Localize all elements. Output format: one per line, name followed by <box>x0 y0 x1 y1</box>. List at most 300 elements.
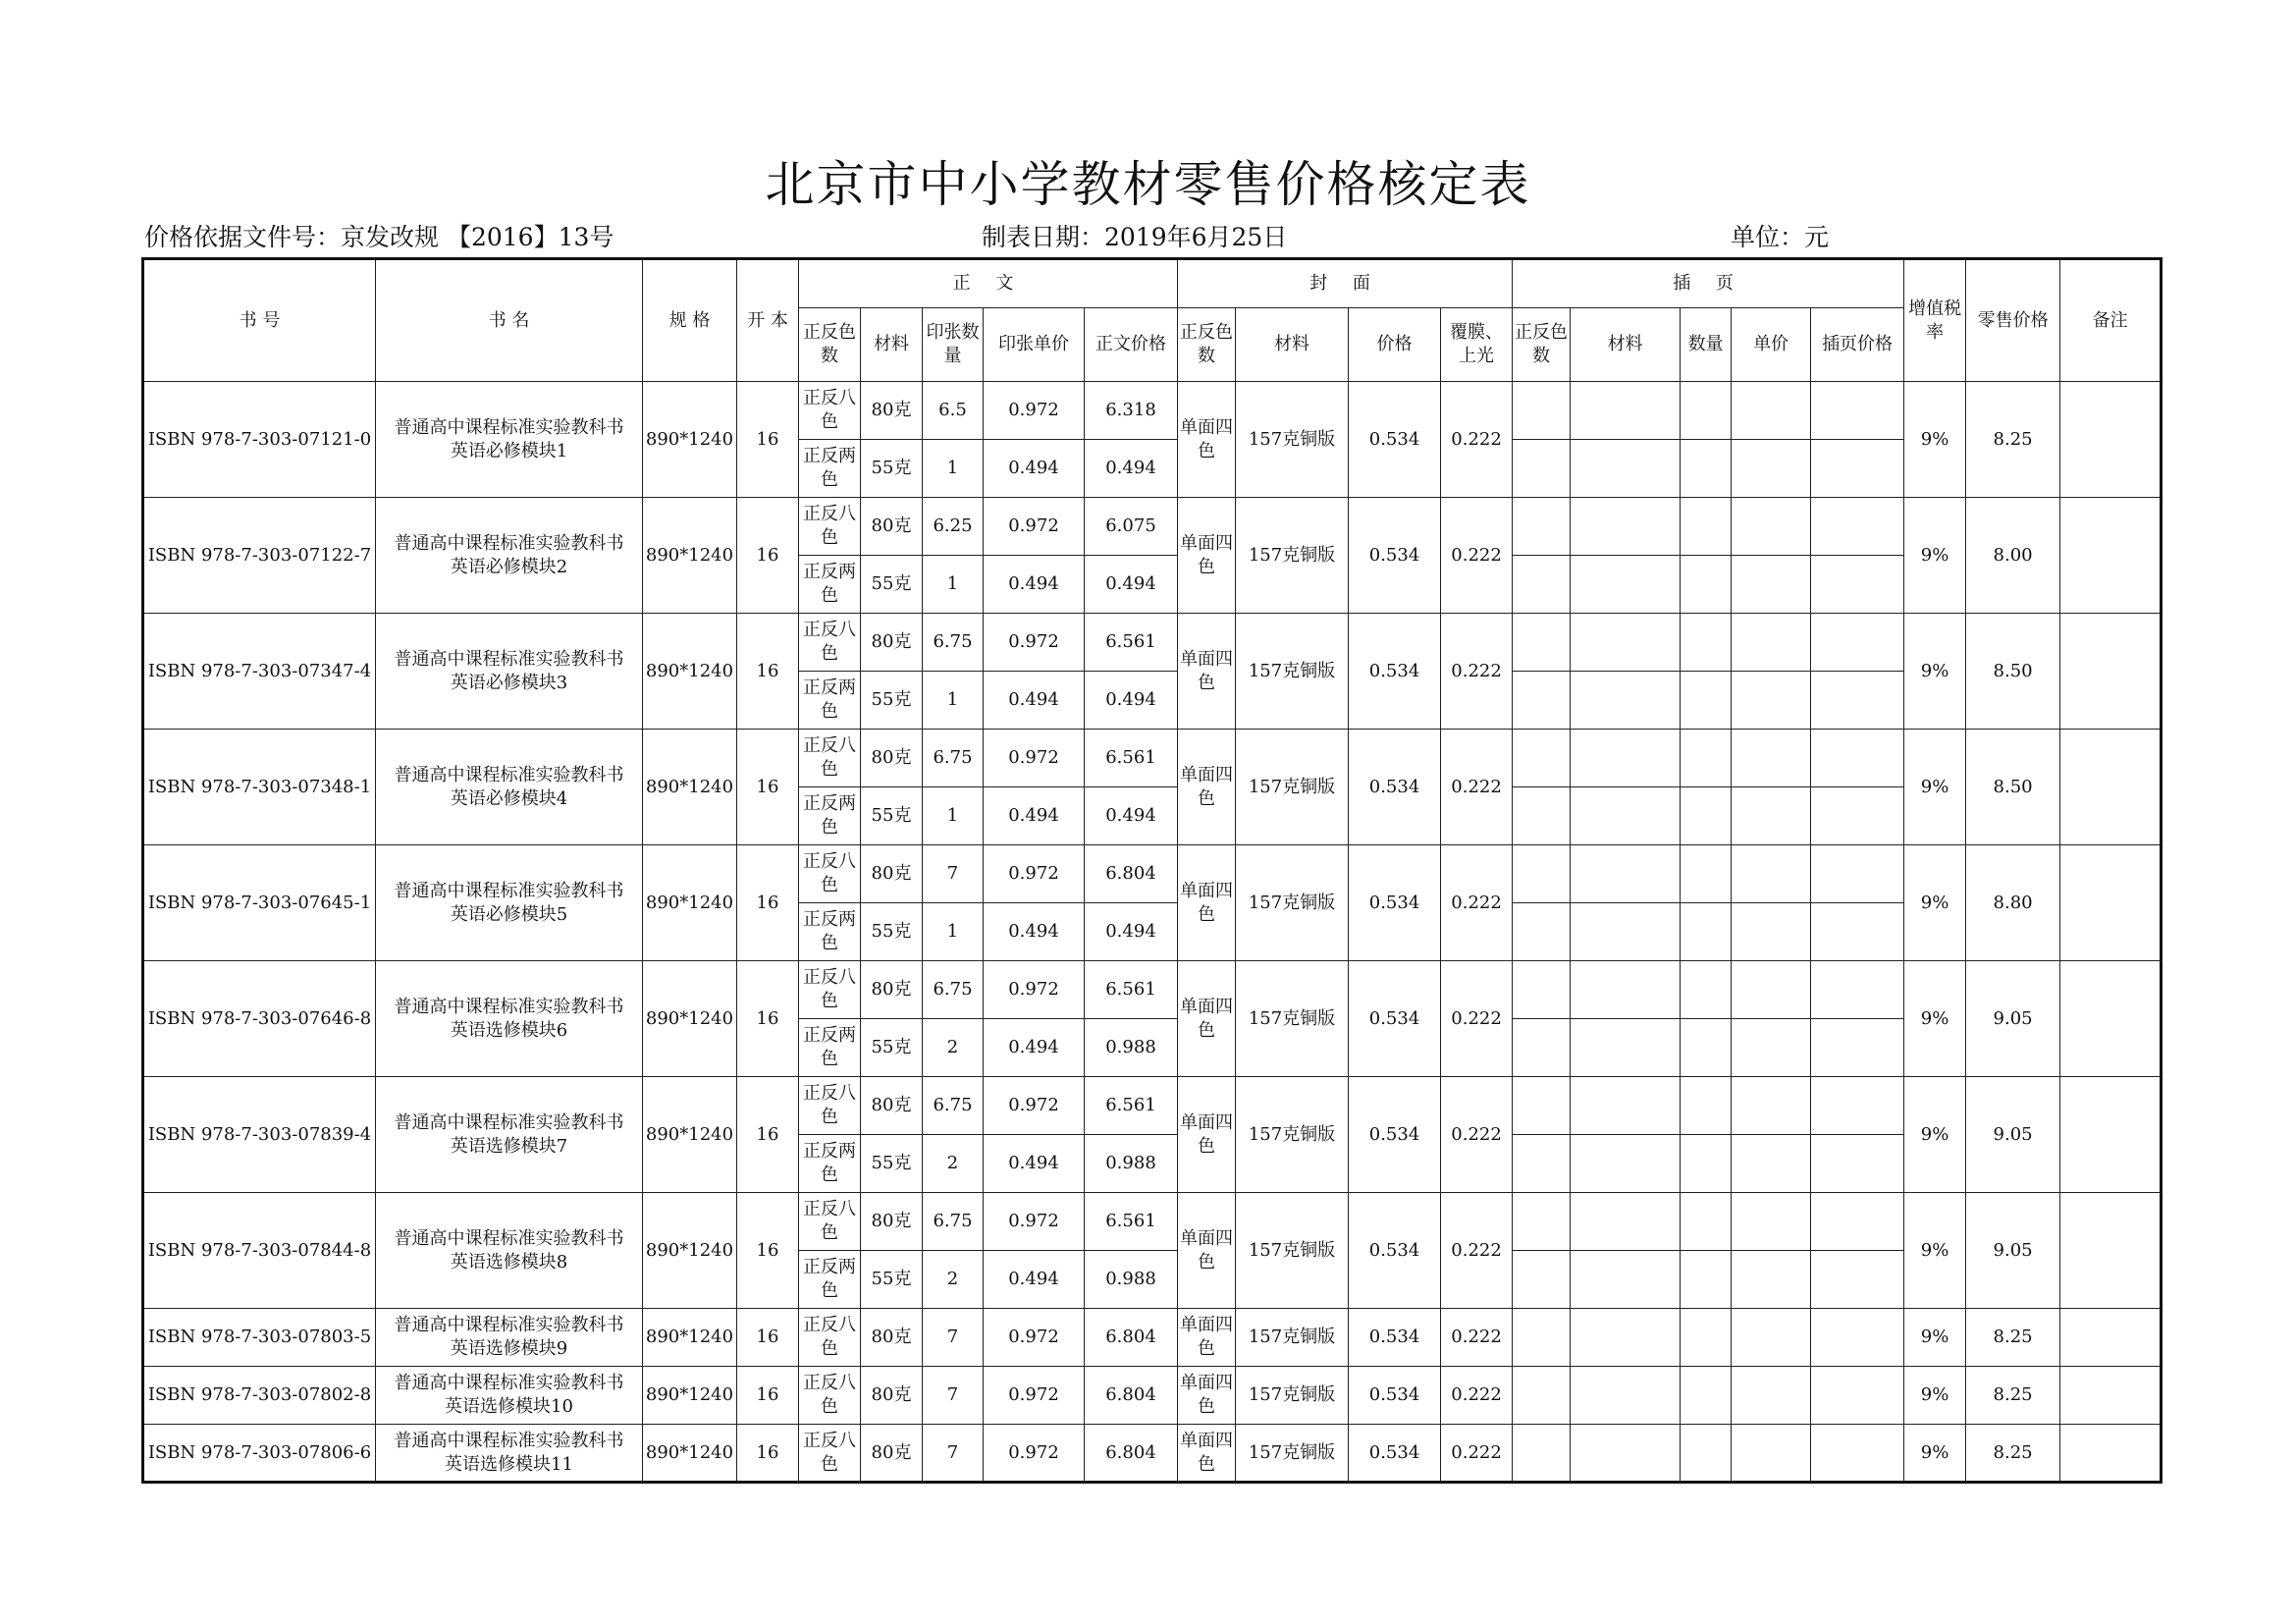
insert-empty-cell <box>1811 498 1904 556</box>
body-material-cell: 80克 <box>861 1367 923 1425</box>
book-name-line1: 普通高中课程标准实验教科书 <box>394 648 624 670</box>
vat-cell: 9% <box>1904 498 1966 614</box>
insert-empty-cell <box>1513 845 1571 903</box>
isbn-cell: ISBN 978-7-303-07122-7 <box>143 498 376 614</box>
book-name-cell <box>376 1425 643 1483</box>
book-name-line2: 英语选修模块7 <box>450 1135 568 1157</box>
insert-empty-cell <box>1811 382 1904 440</box>
insert-empty-cell <box>1811 1425 1904 1483</box>
col-cover-color: 正反色数 <box>1178 308 1236 382</box>
book-name-line1: 普通高中课程标准实验教科书 <box>394 1111 624 1133</box>
body-material-cell: 80克 <box>861 1425 923 1483</box>
body-price-cell: 6.318 <box>1085 382 1178 440</box>
spec-cell: 890*1240 <box>643 961 737 1077</box>
body-sheet-price-cell: 0.494 <box>984 672 1085 730</box>
col-insert-material: 材料 <box>1571 308 1681 382</box>
cover-material-cell: 157克铜版 <box>1236 1193 1349 1309</box>
body-sheets-cell: 6.25 <box>923 498 984 556</box>
cover-film-cell: 0.222 <box>1441 382 1513 498</box>
body-sheets-cell: 7 <box>923 1367 984 1425</box>
insert-empty-cell <box>1732 556 1811 614</box>
isbn-cell: ISBN 978-7-303-07802-8 <box>143 1367 376 1425</box>
isbn-cell: ISBN 978-7-303-07121-0 <box>143 382 376 498</box>
body-material-cell: 80克 <box>861 1309 923 1367</box>
col-insert-qty: 数量 <box>1681 308 1732 382</box>
book-name-line2: 英语选修模块10 <box>445 1396 573 1417</box>
body-sheet-price-cell: 0.972 <box>984 961 1085 1019</box>
cover-color-cell: 单面四色 <box>1178 1193 1236 1309</box>
vat-cell: 9% <box>1904 382 1966 498</box>
body-sheet-price-cell: 0.494 <box>984 903 1085 961</box>
cover-price-cell: 0.534 <box>1349 961 1441 1077</box>
group-cover: 封 面 <box>1178 259 1513 308</box>
currency-unit: 单位：元 <box>1731 223 1830 251</box>
body-price-cell: 0.988 <box>1085 1135 1178 1193</box>
retail-price-cell: 8.80 <box>1966 845 2060 961</box>
insert-empty-cell <box>1571 1077 1681 1135</box>
group-body: 正 文 <box>799 259 1178 308</box>
col-insert-unit-price: 单价 <box>1732 308 1811 382</box>
body-price-cell: 6.804 <box>1085 1309 1178 1367</box>
book-name-line1: 普通高中课程标准实验教科书 <box>394 764 624 785</box>
spec-cell: 890*1240 <box>643 845 737 961</box>
body-sheet-price-cell: 0.494 <box>984 440 1085 498</box>
insert-empty-cell <box>1513 903 1571 961</box>
insert-empty-cell <box>1732 1251 1811 1309</box>
insert-empty-cell <box>1513 1019 1571 1077</box>
insert-empty-cell <box>1571 498 1681 556</box>
insert-empty-cell <box>1681 730 1732 787</box>
cover-color-cell: 单面四色 <box>1178 614 1236 730</box>
body-sheets-cell: 6.75 <box>923 614 984 672</box>
insert-empty-cell <box>1811 845 1904 903</box>
insert-empty-cell <box>1513 1425 1571 1483</box>
format-cell: 16 <box>737 845 799 961</box>
col-body-material: 材料 <box>861 308 923 382</box>
insert-empty-cell <box>1732 1135 1811 1193</box>
remarks-cell <box>2060 1309 2162 1367</box>
insert-empty-cell <box>1571 614 1681 672</box>
format-cell: 16 <box>737 614 799 730</box>
cover-price-cell: 0.534 <box>1349 1077 1441 1193</box>
book-name-line2: 英语选修模块11 <box>445 1453 573 1475</box>
col-body-sheets: 印张数量 <box>923 308 984 382</box>
table-row <box>143 1077 2162 1135</box>
body-color-cell: 正反八色 <box>799 614 861 672</box>
body-material-cell: 80克 <box>861 730 923 787</box>
body-sheet-price-cell: 0.494 <box>984 556 1085 614</box>
cover-price-cell: 0.534 <box>1349 730 1441 845</box>
isbn-cell: ISBN 978-7-303-07348-1 <box>143 730 376 845</box>
insert-empty-cell <box>1571 787 1681 845</box>
book-name-cell <box>376 961 643 1077</box>
body-material-cell: 55克 <box>861 1135 923 1193</box>
cover-film-cell: 0.222 <box>1441 730 1513 845</box>
cover-color-cell: 单面四色 <box>1178 961 1236 1077</box>
insert-empty-cell <box>1513 1135 1571 1193</box>
book-name-cell <box>376 382 643 498</box>
remarks-cell <box>2060 498 2162 614</box>
spec-cell: 890*1240 <box>643 1425 737 1483</box>
col-cover-film: 覆膜、上光 <box>1441 308 1513 382</box>
body-material-cell: 80克 <box>861 614 923 672</box>
body-sheets-cell: 6.75 <box>923 961 984 1019</box>
cover-material-cell: 157克铜版 <box>1236 730 1349 845</box>
body-sheet-price-cell: 0.972 <box>984 1077 1085 1135</box>
body-color-cell: 正反两色 <box>799 903 861 961</box>
insert-empty-cell <box>1681 1367 1732 1425</box>
book-name-line1: 普通高中课程标准实验教科书 <box>394 880 624 901</box>
body-material-cell: 55克 <box>861 440 923 498</box>
insert-empty-cell <box>1571 440 1681 498</box>
body-sheet-price-cell: 0.494 <box>984 1019 1085 1077</box>
cover-material-cell: 157克铜版 <box>1236 1077 1349 1193</box>
cover-material-cell: 157克铜版 <box>1236 961 1349 1077</box>
spec-cell: 890*1240 <box>643 730 737 845</box>
price-basis: 价格依据文件号：京发改规 【2016】13号 <box>144 223 614 251</box>
body-color-cell: 正反两色 <box>799 1251 861 1309</box>
body-color-cell: 正反八色 <box>799 382 861 440</box>
insert-empty-cell <box>1811 787 1904 845</box>
body-sheets-cell: 1 <box>923 672 984 730</box>
insert-empty-cell <box>1681 440 1732 498</box>
insert-empty-cell <box>1732 787 1811 845</box>
cover-color-cell: 单面四色 <box>1178 845 1236 961</box>
body-sheet-price-cell: 0.972 <box>984 1367 1085 1425</box>
body-sheets-cell: 1 <box>923 556 984 614</box>
insert-empty-cell <box>1811 903 1904 961</box>
insert-empty-cell <box>1681 903 1732 961</box>
insert-empty-cell <box>1681 382 1732 440</box>
body-sheets-cell: 6.75 <box>923 1077 984 1135</box>
retail-price-cell: 8.50 <box>1966 614 2060 730</box>
body-price-cell: 6.561 <box>1085 1077 1178 1135</box>
isbn-cell: ISBN 978-7-303-07844-8 <box>143 1193 376 1309</box>
cover-price-cell: 0.534 <box>1349 1309 1441 1367</box>
cover-color-cell: 单面四色 <box>1178 1425 1236 1483</box>
insert-empty-cell <box>1681 498 1732 556</box>
insert-empty-cell <box>1571 556 1681 614</box>
vat-cell: 9% <box>1904 845 1966 961</box>
remarks-cell <box>2060 1367 2162 1425</box>
vat-cell: 9% <box>1904 1309 1966 1367</box>
cover-price-cell: 0.534 <box>1349 1367 1441 1425</box>
body-price-cell: 6.561 <box>1085 730 1178 787</box>
table-row <box>143 730 2162 787</box>
insert-empty-cell <box>1571 672 1681 730</box>
body-price-cell: 6.804 <box>1085 1425 1178 1483</box>
table-row <box>143 382 2162 440</box>
table-row <box>143 498 2162 556</box>
insert-empty-cell <box>1811 1367 1904 1425</box>
insert-empty-cell <box>1681 1309 1732 1367</box>
insert-empty-cell <box>1811 440 1904 498</box>
col-spec: 规 格 <box>643 259 737 382</box>
insert-empty-cell <box>1571 903 1681 961</box>
cover-film-cell: 0.222 <box>1441 1077 1513 1193</box>
cover-film-cell: 0.222 <box>1441 498 1513 614</box>
cover-price-cell: 0.534 <box>1349 1425 1441 1483</box>
body-price-cell: 0.494 <box>1085 672 1178 730</box>
body-sheets-cell: 7 <box>923 1309 984 1367</box>
body-sheet-price-cell: 0.972 <box>984 1193 1085 1251</box>
insert-empty-cell <box>1681 672 1732 730</box>
body-color-cell: 正反八色 <box>799 1425 861 1483</box>
cover-material-cell: 157克铜版 <box>1236 614 1349 730</box>
body-color-cell: 正反八色 <box>799 961 861 1019</box>
isbn-cell: ISBN 978-7-303-07646-8 <box>143 961 376 1077</box>
body-color-cell: 正反两色 <box>799 556 861 614</box>
retail-price-cell: 9.05 <box>1966 961 2060 1077</box>
col-body-color: 正反色数 <box>799 308 861 382</box>
isbn-cell: ISBN 978-7-303-07803-5 <box>143 1309 376 1367</box>
vat-cell: 9% <box>1904 1077 1966 1193</box>
book-name-line2: 英语必修模块1 <box>450 440 568 461</box>
col-insert-color: 正反色数 <box>1513 308 1571 382</box>
body-price-cell: 6.075 <box>1085 498 1178 556</box>
body-material-cell: 80克 <box>861 961 923 1019</box>
table-row <box>143 1425 2162 1483</box>
insert-empty-cell <box>1732 498 1811 556</box>
body-material-cell: 55克 <box>861 1251 923 1309</box>
vat-cell: 9% <box>1904 614 1966 730</box>
body-sheets-cell: 2 <box>923 1019 984 1077</box>
body-price-cell: 0.988 <box>1085 1251 1178 1309</box>
insert-empty-cell <box>1811 1309 1904 1367</box>
isbn-cell: ISBN 978-7-303-07806-6 <box>143 1425 376 1483</box>
cover-film-cell: 0.222 <box>1441 961 1513 1077</box>
book-name-line2: 英语必修模块3 <box>450 672 568 693</box>
body-color-cell: 正反两色 <box>799 1019 861 1077</box>
book-name-cell <box>376 614 643 730</box>
insert-empty-cell <box>1732 1077 1811 1135</box>
body-color-cell: 正反八色 <box>799 498 861 556</box>
book-name-line1: 普通高中课程标准实验教科书 <box>394 416 624 438</box>
insert-empty-cell <box>1571 730 1681 787</box>
format-cell: 16 <box>737 498 799 614</box>
retail-price-cell: 8.25 <box>1966 1367 2060 1425</box>
remarks-cell <box>2060 1193 2162 1309</box>
insert-empty-cell <box>1513 1309 1571 1367</box>
body-sheet-price-cell: 0.494 <box>984 1251 1085 1309</box>
isbn-cell: ISBN 978-7-303-07645-1 <box>143 845 376 961</box>
retail-price-cell: 8.25 <box>1966 1425 2060 1483</box>
insert-empty-cell <box>1732 1367 1811 1425</box>
insert-empty-cell <box>1513 382 1571 440</box>
col-remarks: 备注 <box>2060 259 2162 382</box>
body-sheets-cell: 1 <box>923 440 984 498</box>
cover-film-cell: 0.222 <box>1441 614 1513 730</box>
vat-cell: 9% <box>1904 1367 1966 1425</box>
body-color-cell: 正反两色 <box>799 1135 861 1193</box>
body-price-cell: 0.494 <box>1085 440 1178 498</box>
format-cell: 16 <box>737 730 799 845</box>
spec-cell: 890*1240 <box>643 614 737 730</box>
body-material-cell: 55克 <box>861 672 923 730</box>
table-date: 制表日期：2019年6月25日 <box>982 223 1288 251</box>
body-color-cell: 正反两色 <box>799 440 861 498</box>
insert-empty-cell <box>1513 1367 1571 1425</box>
body-material-cell: 80克 <box>861 845 923 903</box>
spec-cell: 890*1240 <box>643 1193 737 1309</box>
insert-empty-cell <box>1811 1193 1904 1251</box>
insert-empty-cell <box>1571 1425 1681 1483</box>
table-row <box>143 845 2162 903</box>
format-cell: 16 <box>737 1367 799 1425</box>
body-material-cell: 55克 <box>861 787 923 845</box>
spec-cell: 890*1240 <box>643 382 737 498</box>
insert-empty-cell <box>1811 556 1904 614</box>
cover-film-cell: 0.222 <box>1441 1309 1513 1367</box>
group-insert: 插 页 <box>1513 259 1904 308</box>
body-material-cell: 55克 <box>861 903 923 961</box>
cover-material-cell: 157克铜版 <box>1236 1309 1349 1367</box>
format-cell: 16 <box>737 1309 799 1367</box>
remarks-cell <box>2060 614 2162 730</box>
body-material-cell: 80克 <box>861 1193 923 1251</box>
remarks-cell <box>2060 961 2162 1077</box>
table-row <box>143 961 2162 1019</box>
vat-cell: 9% <box>1904 1193 1966 1309</box>
body-sheets-cell: 6.75 <box>923 730 984 787</box>
cover-film-cell: 0.222 <box>1441 1193 1513 1309</box>
format-cell: 16 <box>737 1077 799 1193</box>
body-material-cell: 80克 <box>861 498 923 556</box>
body-price-cell: 0.494 <box>1085 556 1178 614</box>
insert-empty-cell <box>1732 1425 1811 1483</box>
insert-empty-cell <box>1571 1135 1681 1193</box>
book-name-cell <box>376 845 643 961</box>
cover-price-cell: 0.534 <box>1349 614 1441 730</box>
insert-empty-cell <box>1681 1193 1732 1251</box>
cover-film-cell: 0.222 <box>1441 1367 1513 1425</box>
retail-price-cell: 9.05 <box>1966 1193 2060 1309</box>
format-cell: 16 <box>737 382 799 498</box>
insert-empty-cell <box>1571 1367 1681 1425</box>
col-body-sheet-price: 印张单价 <box>984 308 1085 382</box>
insert-empty-cell <box>1571 382 1681 440</box>
insert-empty-cell <box>1513 787 1571 845</box>
book-name-line1: 普通高中课程标准实验教科书 <box>394 1373 624 1393</box>
retail-price-cell: 8.50 <box>1966 730 2060 845</box>
cover-material-cell: 157克铜版 <box>1236 498 1349 614</box>
remarks-cell <box>2060 1425 2162 1483</box>
body-color-cell: 正反八色 <box>799 1367 861 1425</box>
cover-material-cell: 157克铜版 <box>1236 382 1349 498</box>
body-color-cell: 正反八色 <box>799 1309 861 1367</box>
cover-material-cell: 157克铜版 <box>1236 1367 1349 1425</box>
insert-empty-cell <box>1811 961 1904 1019</box>
cover-price-cell: 0.534 <box>1349 1193 1441 1309</box>
table-row <box>143 1193 2162 1251</box>
insert-empty-cell <box>1681 845 1732 903</box>
cover-color-cell: 单面四色 <box>1178 382 1236 498</box>
book-name-cell <box>376 1077 643 1193</box>
insert-empty-cell <box>1732 1193 1811 1251</box>
spec-cell: 890*1240 <box>643 1309 737 1367</box>
body-sheet-price-cell: 0.972 <box>984 382 1085 440</box>
body-sheet-price-cell: 0.494 <box>984 787 1085 845</box>
body-price-cell: 6.804 <box>1085 1367 1178 1425</box>
cover-price-cell: 0.534 <box>1349 498 1441 614</box>
body-color-cell: 正反八色 <box>799 1077 861 1135</box>
col-book-name: 书 名 <box>376 259 643 382</box>
format-cell: 16 <box>737 1193 799 1309</box>
body-sheets-cell: 7 <box>923 1425 984 1483</box>
book-name-cell <box>376 498 643 614</box>
insert-empty-cell <box>1681 1077 1732 1135</box>
insert-empty-cell <box>1681 1251 1732 1309</box>
insert-empty-cell <box>1732 730 1811 787</box>
insert-empty-cell <box>1681 787 1732 845</box>
insert-empty-cell <box>1513 730 1571 787</box>
insert-empty-cell <box>1681 1019 1732 1077</box>
body-material-cell: 80克 <box>861 1077 923 1135</box>
body-price-cell: 0.494 <box>1085 787 1178 845</box>
book-name-cell <box>376 1193 643 1309</box>
insert-empty-cell <box>1571 1193 1681 1251</box>
book-name-cell <box>376 730 643 845</box>
vat-cell: 9% <box>1904 730 1966 845</box>
remarks-cell <box>2060 845 2162 961</box>
insert-empty-cell <box>1571 845 1681 903</box>
book-name-line1: 普通高中课程标准实验教科书 <box>394 532 624 554</box>
cover-material-cell: 157克铜版 <box>1236 1425 1349 1483</box>
body-material-cell: 55克 <box>861 556 923 614</box>
insert-empty-cell <box>1732 1309 1811 1367</box>
book-name-line2: 英语必修模块4 <box>450 787 568 809</box>
insert-empty-cell <box>1571 1309 1681 1367</box>
book-name-line1: 普通高中课程标准实验教科书 <box>394 996 624 1017</box>
book-name-line1: 普通高中课程标准实验教科书 <box>394 1227 624 1249</box>
cover-color-cell: 单面四色 <box>1178 730 1236 845</box>
insert-empty-cell <box>1732 672 1811 730</box>
body-sheets-cell: 2 <box>923 1135 984 1193</box>
retail-price-cell: 8.25 <box>1966 1309 2060 1367</box>
cover-color-cell: 单面四色 <box>1178 1077 1236 1193</box>
remarks-cell <box>2060 730 2162 845</box>
retail-price-cell: 9.05 <box>1966 1077 2060 1193</box>
body-sheets-cell: 2 <box>923 1251 984 1309</box>
book-name-line1: 普通高中课程标准实验教科书 <box>394 1430 624 1451</box>
insert-empty-cell <box>1681 614 1732 672</box>
page-title: 北京市中小学教材零售价格核定表 <box>765 156 1531 213</box>
body-material-cell: 80克 <box>861 382 923 440</box>
body-sheets-cell: 1 <box>923 903 984 961</box>
body-sheet-price-cell: 0.972 <box>984 1425 1085 1483</box>
insert-empty-cell <box>1732 440 1811 498</box>
col-format: 开 本 <box>737 259 799 382</box>
insert-empty-cell <box>1513 498 1571 556</box>
col-cover-material: 材料 <box>1236 308 1349 382</box>
cover-film-cell: 0.222 <box>1441 845 1513 961</box>
body-sheet-price-cell: 0.972 <box>984 1309 1085 1367</box>
format-cell: 16 <box>737 961 799 1077</box>
body-color-cell: 正反八色 <box>799 845 861 903</box>
body-sheet-price-cell: 0.972 <box>984 614 1085 672</box>
insert-empty-cell <box>1513 672 1571 730</box>
book-name-line2: 英语必修模块5 <box>450 903 568 925</box>
insert-empty-cell <box>1681 1425 1732 1483</box>
spec-cell: 890*1240 <box>643 1367 737 1425</box>
insert-empty-cell <box>1732 961 1811 1019</box>
insert-empty-cell <box>1732 845 1811 903</box>
cover-color-cell: 单面四色 <box>1178 498 1236 614</box>
body-sheets-cell: 7 <box>923 845 984 903</box>
insert-empty-cell <box>1513 556 1571 614</box>
insert-empty-cell <box>1732 903 1811 961</box>
body-price-cell: 6.561 <box>1085 1193 1178 1251</box>
